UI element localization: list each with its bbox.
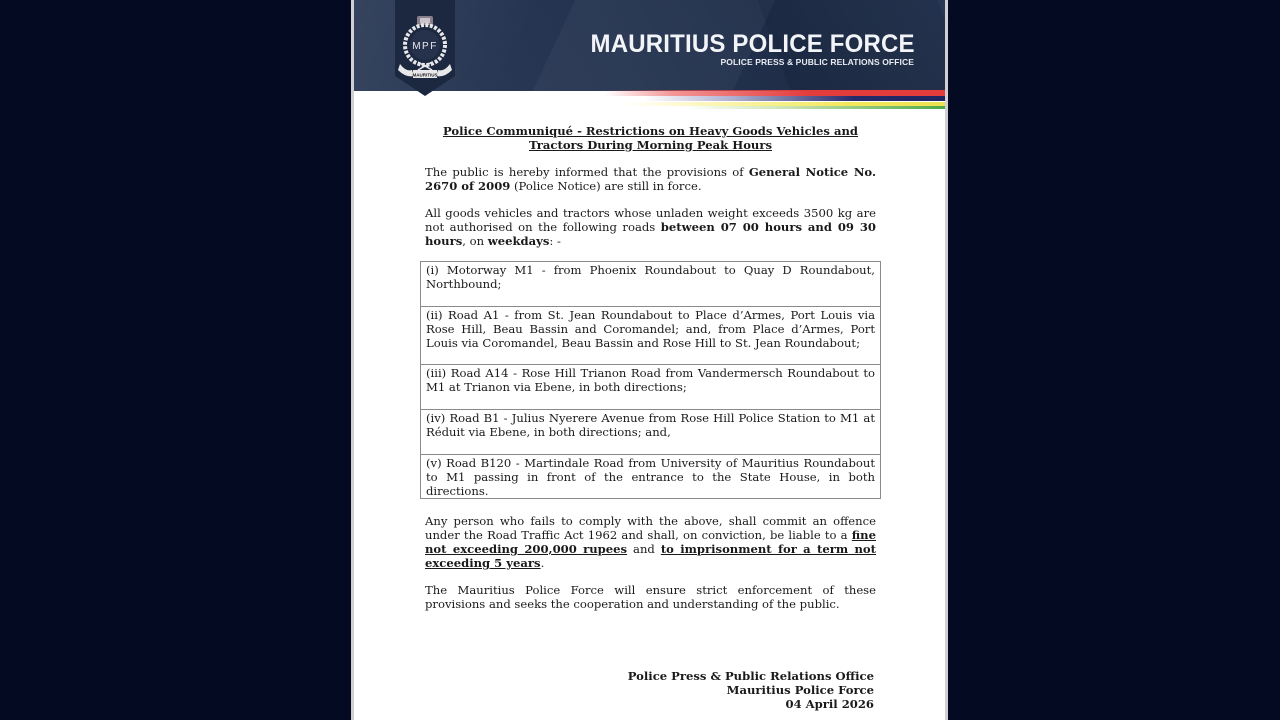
org-name: MAURITIUS POLICE FORCE <box>590 30 915 58</box>
svg-text:MAURITIUS: MAURITIUS <box>412 72 438 78</box>
paragraph-notice: The public is hereby informed that the provisions of General Notice No. 2670 of 2009 (Police Notice) are still in force. <box>425 165 876 193</box>
road-item: (ii) Road A1 - from St. Jean Roundabout to Place d’Armes, Port Louis via Rose Hill, Beau Bassin and Coromandel; and, from Place d’Armes, Port Louis via Coromandel, Beau Bassin and Rose Hill to St. Jean Roundabout; <box>421 307 881 365</box>
signature-office: Police Press & Public Relations Office <box>627 669 874 683</box>
communique-page <box>351 0 948 720</box>
signature-org: Mauritius Police Force <box>726 683 874 697</box>
table-row <box>421 262 881 307</box>
stripe-blue <box>645 96 945 101</box>
paragraph-restriction: All goods vehicles and tractors whose unladen weight exceeds 3500 kg are not authorised on the following roads between 07 00 hours and 09 30 hours, on weekdays: - <box>425 206 876 248</box>
office-name: POLICE PRESS & PUBLIC RELATIONS OFFICE <box>720 57 914 67</box>
header-banner <box>354 0 945 91</box>
table-row <box>421 307 881 365</box>
svg-text:MPF: MPF <box>412 41 438 52</box>
communique-body <box>425 124 876 624</box>
paragraph-enforcement: The Mauritius Police Force will ensure strict enforcement of these provisions and seeks the cooperation and understanding of the public. <box>425 583 876 611</box>
signature-block <box>628 669 874 711</box>
signature-date: 04 April 2026 <box>785 697 874 711</box>
table-row <box>421 410 881 455</box>
document-title: Police Communiqué - Restrictions on Heavy Goods Vehicles and Tractors During Morning Peak Hours <box>442 124 859 152</box>
roads-table <box>420 261 881 499</box>
stripe-green <box>685 106 945 109</box>
road-item: (v) Road B120 - Martindale Road from University of Mauritius Roundabout to M1 passing in front of the entrance to the State House, in both directions. <box>421 455 881 499</box>
mpf-crest-icon <box>392 0 458 96</box>
road-item: (iv) Road B1 - Julius Nyerere Avenue from Rose Hill Police Station to M1 at Réduit via Ebene, in both directions; and, <box>421 410 881 455</box>
road-item: (i) Motorway M1 - from Phoenix Roundabout to Quay D Roundabout, Northbound; <box>421 262 881 307</box>
table-row <box>421 365 881 410</box>
flag-stripes <box>354 89 945 111</box>
table-row <box>421 455 881 499</box>
road-item: (iii) Road A14 - Rose Hill Trianon Road from Vandermersch Roundabout to M1 at Trianon via Ebene, in both directions; <box>421 365 881 410</box>
paragraph-penalty: Any person who fails to comply with the above, shall commit an offence under the Road Traffic Act 1962 and shall, on conviction, be liable to a fine not exceeding 200,000 rupees and to imprisonment for a term not exceeding 5 years. <box>425 514 876 570</box>
